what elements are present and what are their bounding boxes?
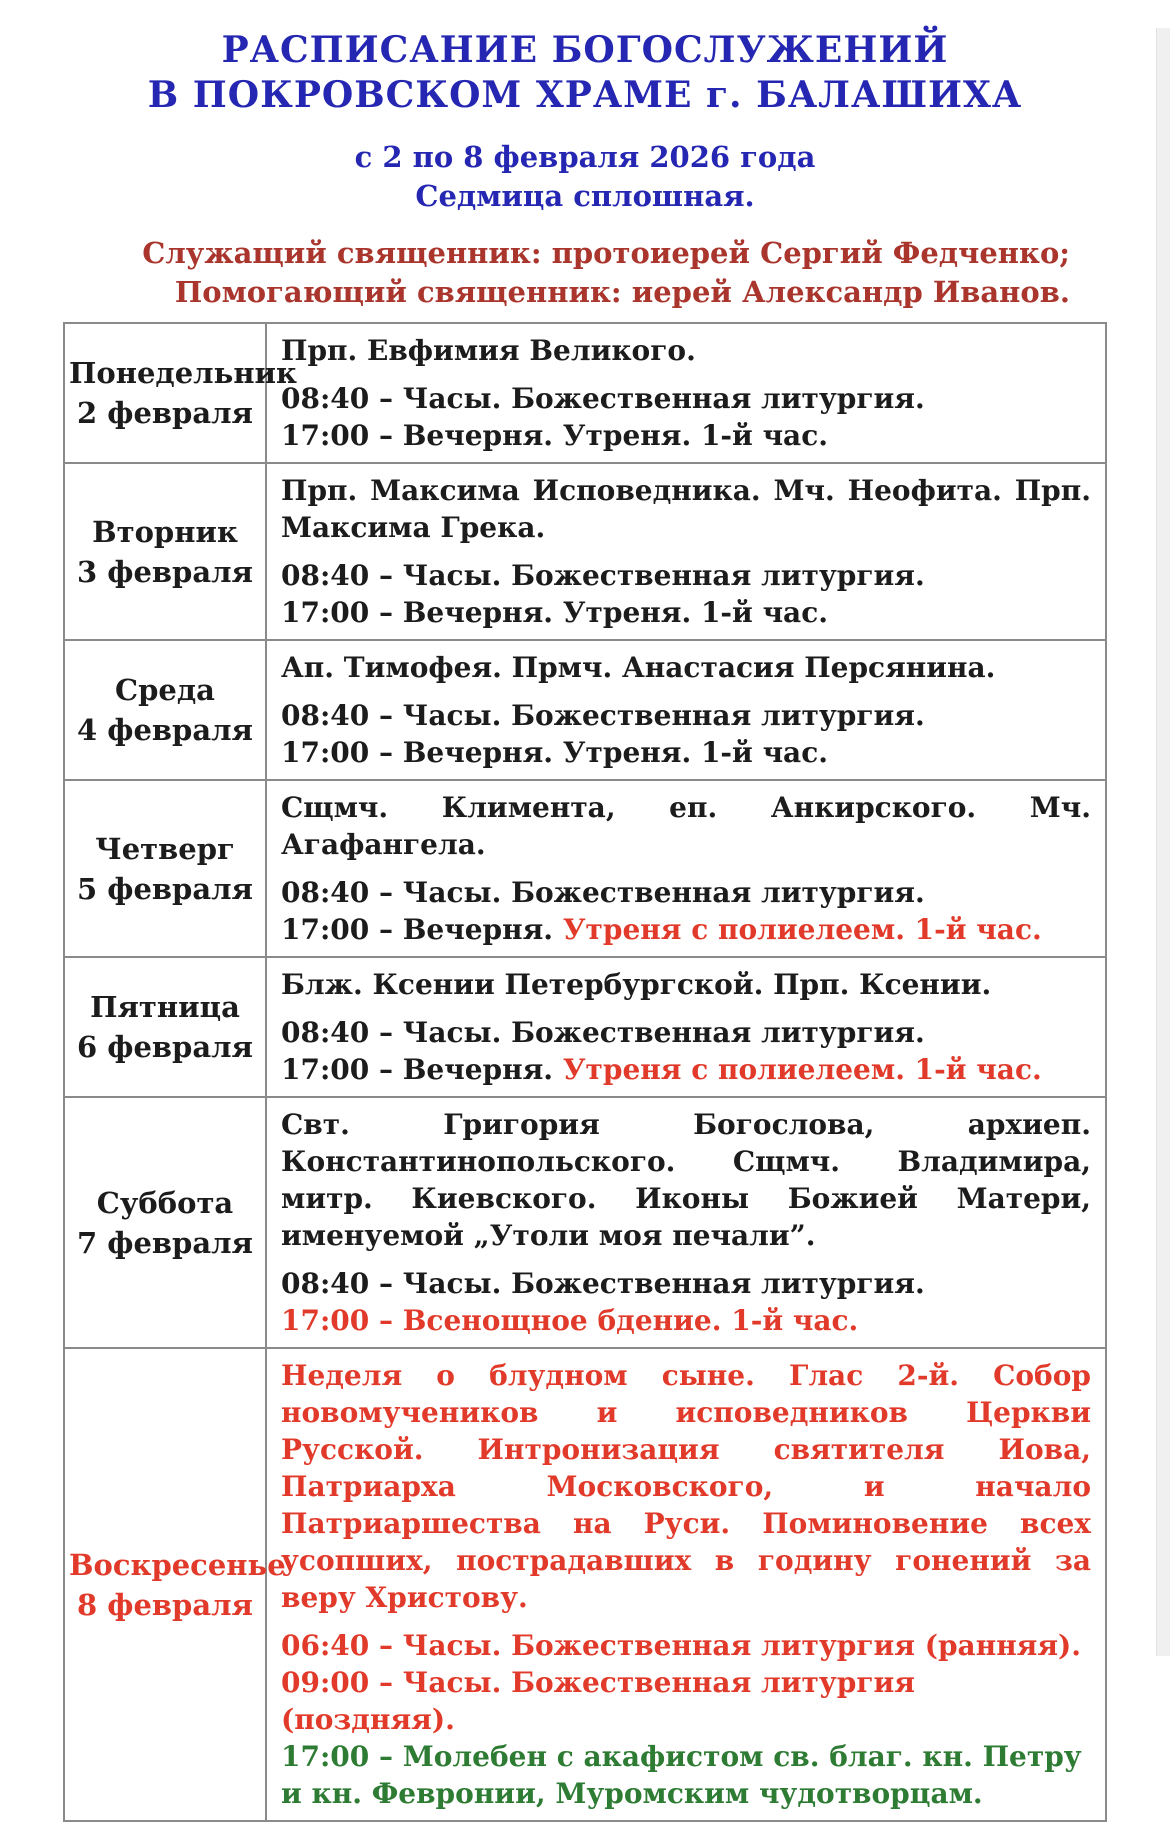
- day-cell: [64, 1097, 266, 1348]
- text-segment: Неделя о блудном сыне. Глас 2-й. Собор новомучеников и исповедников Церкви Русской. Интронизация святителя Иова, Патриарха Московского, и начало Патриаршества на Руси. Поминовение всех усопших, пострадавших в годину гонений за веру Христову.: [281, 1359, 1091, 1614]
- day-cell: [64, 640, 266, 780]
- services-cell: [266, 957, 1106, 1097]
- services-cell: [266, 780, 1106, 957]
- feast-text: [281, 789, 1091, 863]
- service-line: [281, 734, 1091, 771]
- service-line: [281, 417, 1091, 454]
- day-date: 2 февраля: [77, 396, 253, 430]
- day-date: 4 февраля: [77, 713, 253, 747]
- day-name: Четверг: [95, 831, 235, 866]
- text-segment: Ап. Тимофея. Прмч. Анастасия Персянина.: [281, 651, 996, 684]
- service-line: [281, 911, 1091, 948]
- service-line: [281, 594, 1091, 631]
- assisting-priest-line: Помогающий священник: иерей Александр Иванов.: [174, 275, 1070, 309]
- service-line: [281, 1051, 1091, 1088]
- text-segment: Сщмч. Климента, еп. Анкирского. Мч. Агафангела.: [281, 791, 1091, 861]
- text-segment: 17:00 – Вечерня. Утреня. 1-й час.: [281, 736, 828, 769]
- services-cell: [266, 640, 1106, 780]
- text-segment: 08:40 – Часы. Божественная литургия.: [281, 699, 925, 732]
- text-segment: 06:40 – Часы. Божественная литургия (ранняя).: [281, 1629, 1082, 1662]
- day-name: Суббота: [96, 1185, 234, 1220]
- services-cell: [266, 463, 1106, 640]
- schedule-document: [0, 28, 1170, 1810]
- schedule-row: [64, 957, 1106, 1097]
- service-line: [281, 557, 1091, 594]
- day-cell: [64, 957, 266, 1097]
- day-name: Пятница: [90, 990, 240, 1024]
- text-segment: Свт. Григория Богослова, архиеп. Константинопольского. Сщмч. Владимира, митр. Киевского. Иконы Божией Матери, именуемой „Утоли моя печали”.: [281, 1108, 1091, 1252]
- day-date: 3 февраля: [77, 554, 253, 589]
- feast-text: [281, 1357, 1091, 1616]
- text-segment: Прп. Евфимия Великого.: [281, 334, 696, 367]
- period-week-note: Седмица сплошная.: [415, 179, 755, 213]
- schedule-row: [64, 323, 1106, 463]
- text-segment: Прп. Максима Исповедника. Мч. Неофита. Прп. Максима Грека.: [281, 474, 1091, 544]
- text-segment: 17:00 – Вечерня. Утреня. 1-й час.: [281, 596, 828, 629]
- schedule-row: [64, 640, 1106, 780]
- service-line: [281, 380, 1091, 417]
- text-segment: 17:00 – Всенощное бдение. 1-й час.: [281, 1304, 859, 1337]
- text-segment: 17:00 – Молебен с акафистом св. благ. кн. Петру и кн. Февронии, Муромским чудотворцам.: [281, 1740, 1082, 1810]
- feast-text: [281, 966, 1091, 1003]
- text-segment: 08:40 – Часы. Божественная литургия.: [281, 1267, 925, 1300]
- clergy-info: [0, 234, 1170, 312]
- day-cell: [64, 780, 266, 957]
- schedule-row: [64, 463, 1106, 640]
- day-date: 6 февраля: [77, 1030, 253, 1064]
- feast-text: [281, 649, 1091, 686]
- feast-text: [281, 1106, 1091, 1254]
- text-segment: Утреня с полиелеем. 1-й час.: [562, 913, 1042, 946]
- service-line: [281, 1627, 1091, 1664]
- text-segment: 17:00 – Вечерня. Утреня. 1-й час.: [281, 419, 828, 452]
- title-line-2: В ПОКРОВСКОМ ХРАМЕ г. БАЛАШИХА: [147, 74, 1023, 116]
- service-line: [281, 1738, 1091, 1812]
- day-name: Вторник: [92, 514, 238, 549]
- schedule-row: [64, 1348, 1106, 1821]
- services-cell: [266, 323, 1106, 463]
- day-name: Воскресенье: [69, 1547, 286, 1582]
- text-segment: Утреня с полиелеем. 1-й час.: [562, 1053, 1042, 1086]
- service-line: [281, 697, 1091, 734]
- day-cell: [64, 1348, 286, 1821]
- schedule-row: [64, 1097, 1106, 1348]
- text-segment: 09:00 – Часы. Божественная литургия (поздняя).: [281, 1666, 915, 1736]
- day-name: Среда: [115, 673, 215, 707]
- schedule-table-body: [64, 323, 1106, 1821]
- page-title: [0, 28, 1170, 118]
- service-line: [281, 1265, 1091, 1302]
- service-line: [281, 1014, 1091, 1051]
- text-segment: Блж. Ксении Петербургской. Прп. Ксении.: [281, 968, 992, 1001]
- text-segment: 08:40 – Часы. Божественная литургия.: [281, 382, 925, 415]
- day-cell: [64, 463, 266, 640]
- service-line: [281, 874, 1091, 911]
- period-subtitle: [0, 138, 1170, 216]
- day-name: Понедельник: [69, 356, 297, 390]
- service-line: [281, 1664, 1091, 1738]
- period-dates: с 2 по 8 февраля 2026 года: [354, 140, 816, 174]
- services-cell: [266, 1097, 1106, 1348]
- text-segment: 08:40 – Часы. Божественная литургия.: [281, 559, 925, 592]
- service-line: [281, 1302, 1091, 1339]
- text-segment: 08:40 – Часы. Божественная литургия.: [281, 1016, 925, 1049]
- text-segment: 17:00 – Вечерня.: [281, 913, 563, 946]
- services-cell: [266, 1348, 1106, 1821]
- text-segment: 17:00 – Вечерня.: [281, 1053, 563, 1086]
- schedule-row: [64, 780, 1106, 957]
- day-date: 8 февраля: [77, 1587, 253, 1622]
- text-segment: 08:40 – Часы. Божественная литургия.: [281, 876, 925, 909]
- title-line-1: РАСПИСАНИЕ БОГОСЛУЖЕНИЙ: [221, 29, 949, 71]
- day-date: 7 февраля: [77, 1225, 253, 1260]
- feast-text: [281, 332, 1091, 369]
- schedule-table: [63, 322, 1107, 1822]
- page-edge-shadow: [1156, 28, 1170, 1656]
- day-date: 5 февраля: [77, 871, 253, 906]
- serving-priest-line: Служащий священник: протоиерей Сергий Федченко;: [142, 236, 1070, 270]
- day-cell: [64, 323, 297, 463]
- feast-text: [281, 472, 1091, 546]
